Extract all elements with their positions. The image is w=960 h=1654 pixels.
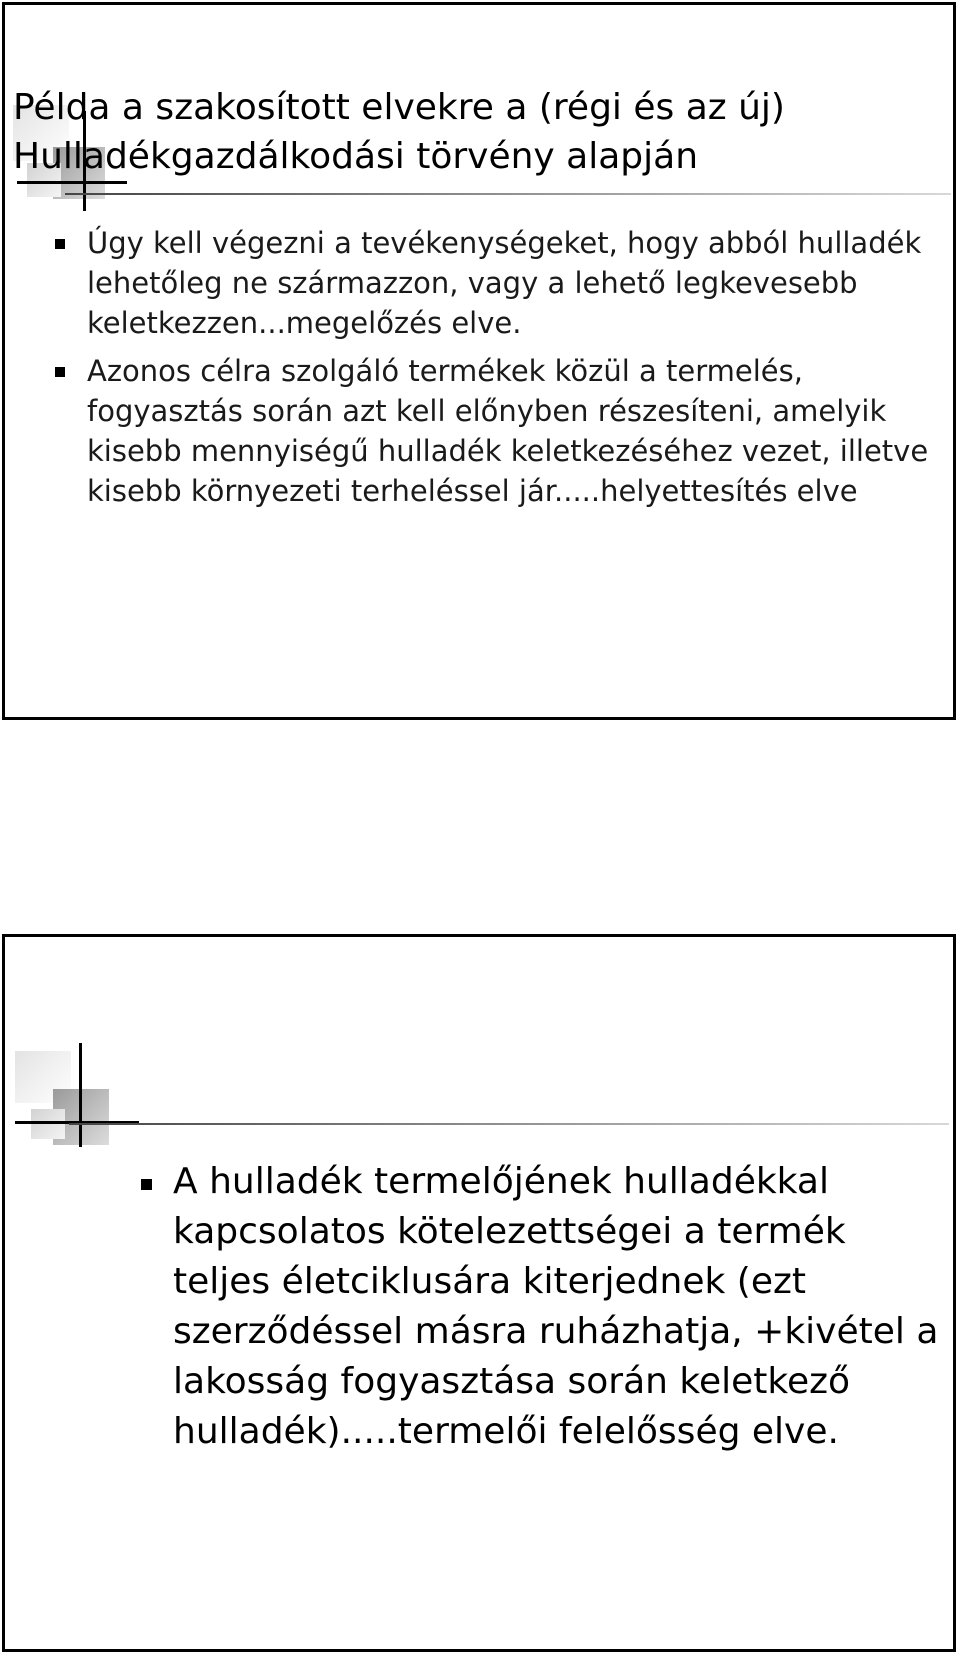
list-item <box>87 223 947 343</box>
bullet-list <box>173 1157 953 1457</box>
crosshair-squares-icon <box>15 1043 145 1153</box>
square-bullet-icon <box>55 239 65 249</box>
slide-1 <box>2 2 956 720</box>
list-item-text: Úgy kell végezni a tevékenységeket, hogy abból hulladék lehetőleg ne származzon, vagy a lehető legkevesebb keletkezzen...megelőzés elve. <box>87 226 922 340</box>
bullet-list <box>87 223 947 519</box>
list-item <box>173 1157 953 1457</box>
list-item <box>87 351 947 511</box>
square-bullet-icon <box>55 367 65 377</box>
title-divider <box>65 193 951 195</box>
slide-title: Példa a szakosított elvekre a (régi és az új) Hulladékgazdálkodási törvény alapján <box>13 87 785 177</box>
list-item-text: A hulladék termelőjének hulladékkal kapcsolatos kötelezettségei a termék teljes életciklusára kiterjednek (ezt szerződéssel másra ruházhatja, +kivétel a lakosság fogyasztása során keletkező hulladék).....termelői felelősség elve. <box>173 1161 939 1452</box>
list-item-text: Azonos célra szolgáló termékek közül a termelés, fogyasztás során azt kell előnyben részesíteni, amelyik kisebb mennyiségű hulladék keletkezéséhez vezet, illetve kisebb környezeti terheléssel jár.....helyettesítés elve <box>87 354 929 508</box>
square-bullet-icon <box>141 1179 152 1190</box>
title-divider <box>69 1123 949 1125</box>
slide-2 <box>2 934 956 1652</box>
